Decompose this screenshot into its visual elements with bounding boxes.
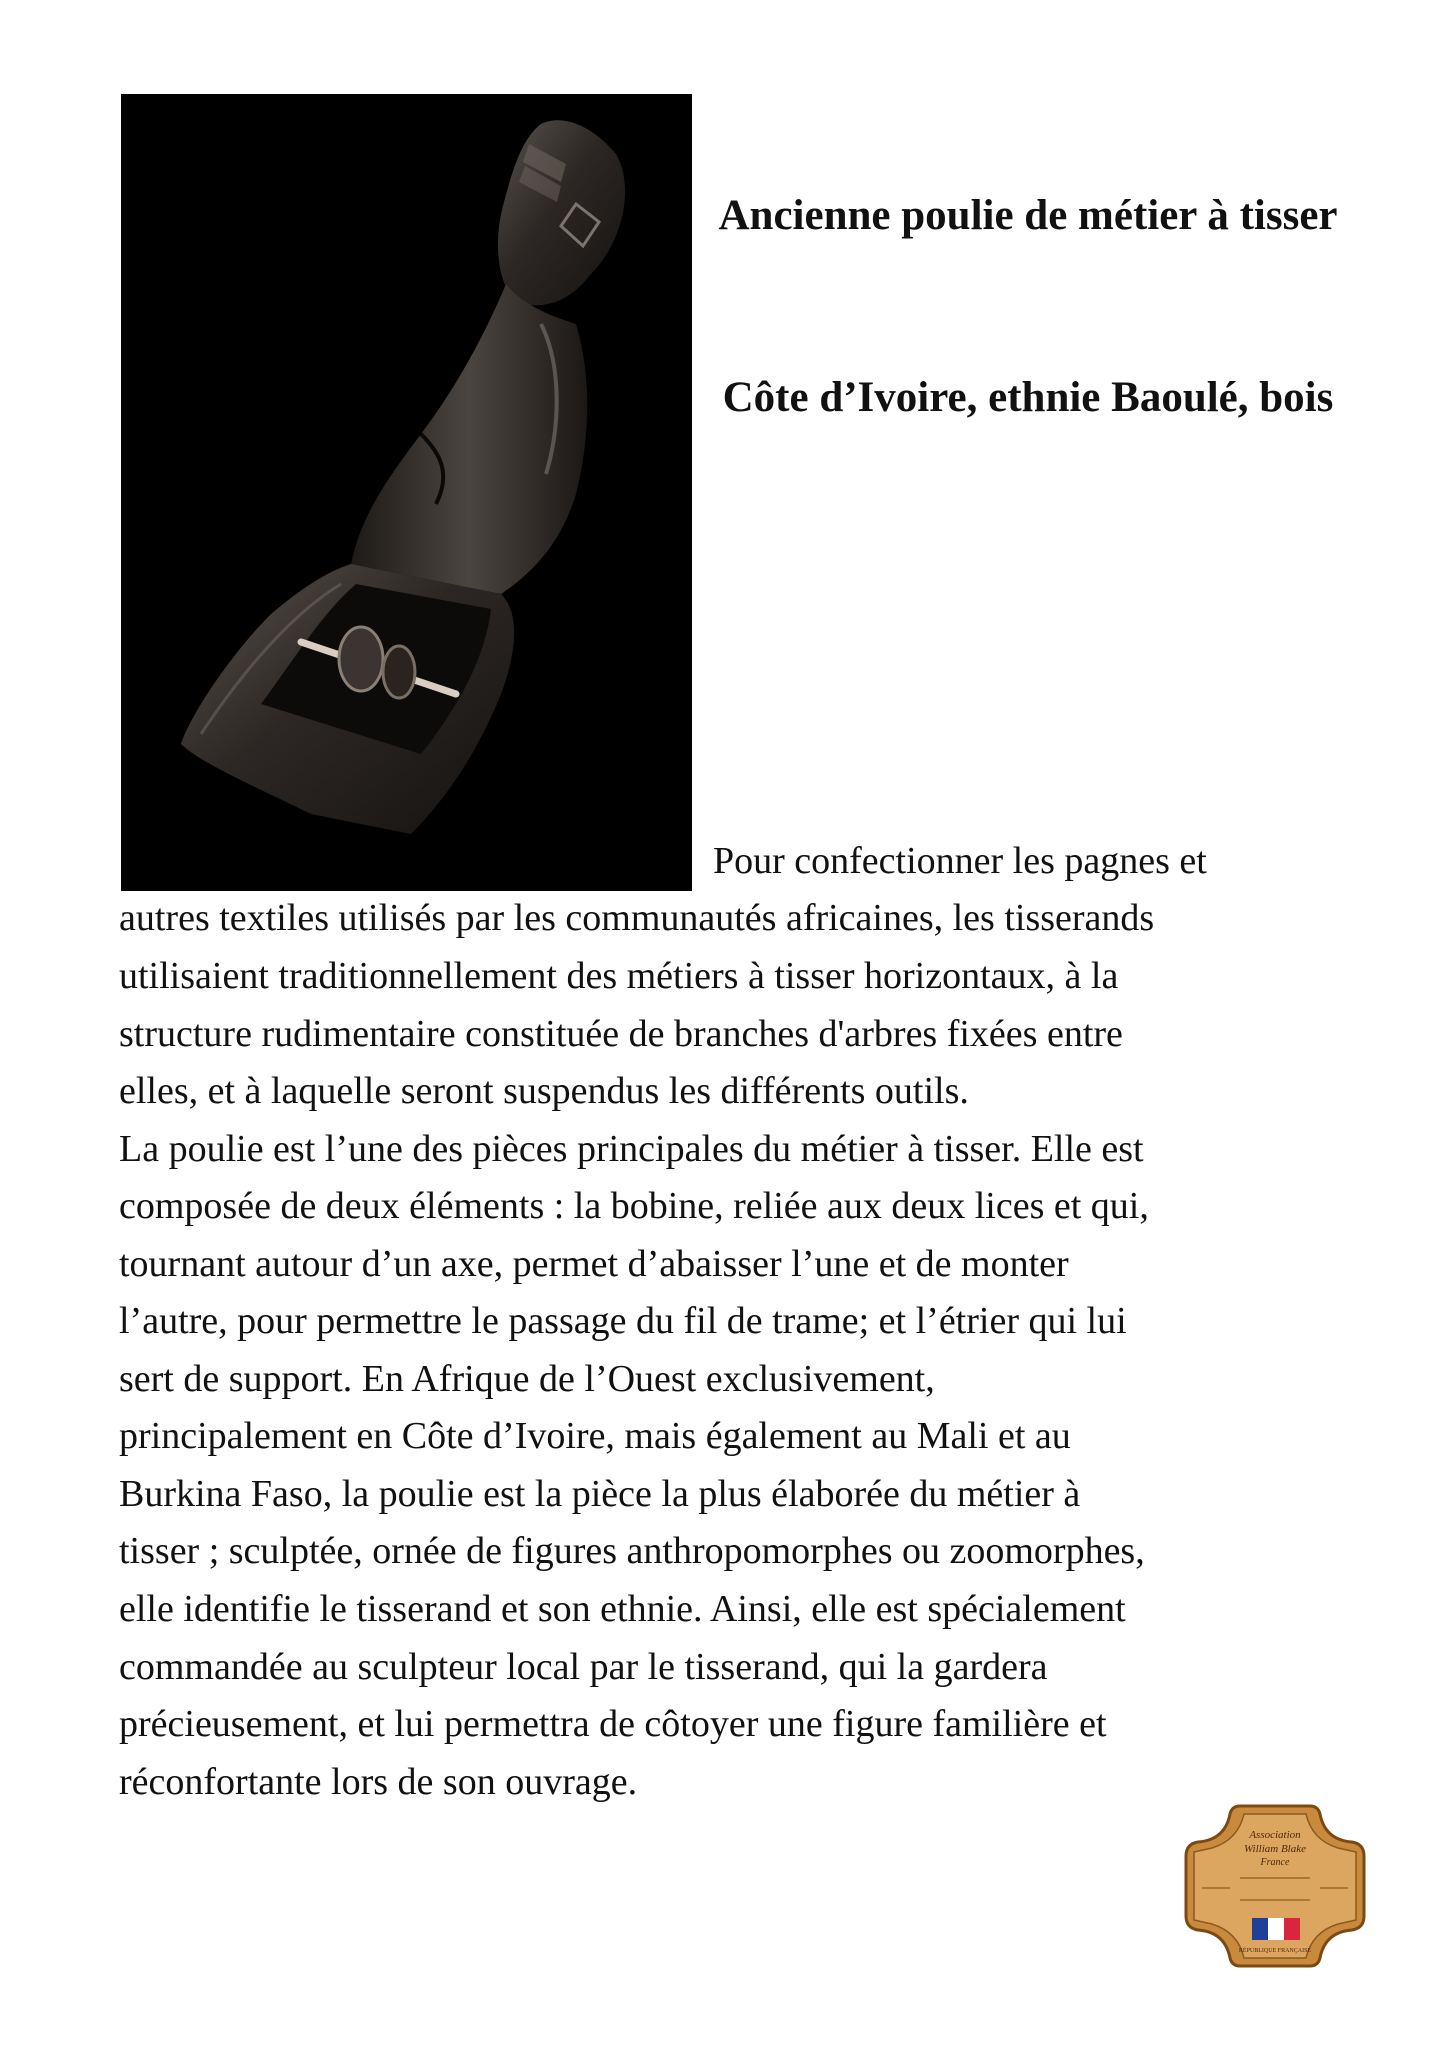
text-line: commandée au sculpteur local par le tisserand, qui la gardera [119, 1646, 1048, 1688]
text-line: elle identifie le tisserand et son ethnie. Ainsi, elle est spécialement [119, 1588, 1126, 1630]
seal-line2: William Blake [1243, 1843, 1307, 1855]
text-line: composée de deux éléments : la bobine, reliée aux deux lices et qui, [119, 1185, 1149, 1227]
seal-footer: RÉPUBLIQUE FRANÇAISE [1238, 1948, 1312, 1954]
text-line: principalement en Côte d’Ivoire, mais également au Mali et au [119, 1415, 1071, 1457]
text-line: Burkina Faso, la poulie est la pièce la plus élaborée du métier à [119, 1473, 1081, 1515]
text-line: La poulie est l’une des pièces principales du métier à tisser. Elle est [119, 1128, 1144, 1170]
flag-icon [1252, 1918, 1300, 1940]
text-line: sert de support. En Afrique de l’Ouest exclusivement, [119, 1358, 935, 1400]
text-line: précieusement, et lui permettra de côtoyer une figure familière et [119, 1703, 1107, 1745]
text-line: tournant autour d’un axe, permet d’abaisser l’une et de monter [119, 1243, 1069, 1285]
text-line: réconfortante lors de son ouvrage. [119, 1761, 638, 1803]
artwork-photo [121, 94, 692, 891]
pulley-image [121, 94, 692, 891]
seal-logo [1180, 1800, 1370, 1972]
text-line: tisser ; sculptée, ornée de figures anthropomorphes ou zoomorphes, [119, 1530, 1145, 1572]
seal-line3: France [1260, 1857, 1290, 1868]
text-line: elles, et à laquelle seront suspendus les différents outils. [119, 1070, 969, 1112]
association-seal [1180, 1800, 1370, 1972]
text-line: Pour confectionner les pagnes et [713, 840, 1207, 882]
text-line: l’autre, pour permettre le passage du fil de trame; et l’étrier qui lui [119, 1300, 1127, 1342]
page-subtitle: Côte d’Ivoire, ethnie Baoulé, bois [722, 374, 1334, 421]
text-line: autres textiles utilisés par les communautés africaines, les tisserands [119, 897, 1155, 939]
seal-line1: Association [1249, 1829, 1301, 1841]
title-block [708, 185, 1348, 429]
text-line: utilisaient traditionnellement des métiers à tisser horizontaux, à la [119, 955, 1119, 997]
text-line: structure rudimentaire constituée de branches d'arbres fixées entre [119, 1013, 1123, 1055]
page-title: Ancienne poulie de métier à tisser [718, 192, 1338, 239]
